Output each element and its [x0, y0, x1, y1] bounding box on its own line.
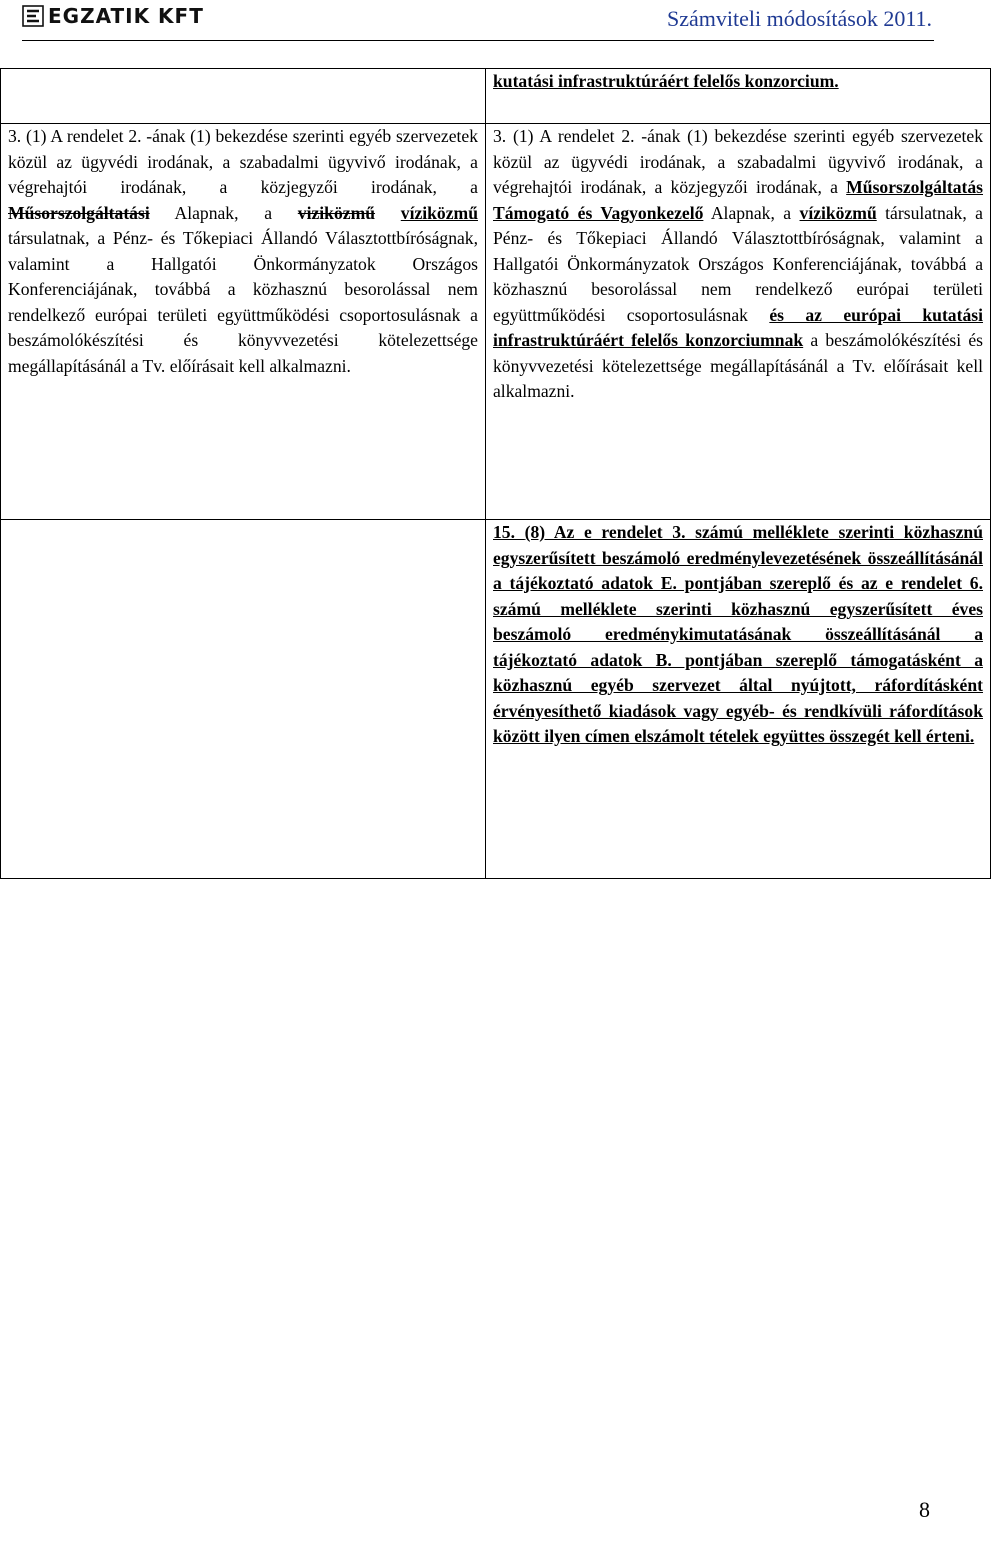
text-segment: 3. (1) A rendelet 2. -ának (1) bekezdése szerinti egyéb szervezetek közül az ügyvédi irodának, a szabadalmi ügyvivő irodának, a végrehajtói irodának, a közjegyzői irodának, a [493, 126, 983, 197]
table-row [1, 124, 991, 520]
inserted-text: Műsorszolgáltatás Támogató és Vagyonkezelő [493, 177, 983, 223]
old-paragraph [8, 124, 478, 379]
inserted-text: és az európai kutatási infrastruktúráért felelős konzorciumnak [493, 304, 983, 350]
inserted-text: víziközmű [799, 202, 877, 223]
company-logo [22, 4, 204, 28]
page-number: 8 [919, 1497, 930, 1522]
old-text-cell [1, 124, 486, 520]
section-number: 15. [493, 522, 515, 542]
text-segment: társulatnak, a Pénz- és Tőkepiaci Állandó Választottbíróságnak, valamint a Hallgatói Önkormányzatok Országos Konferenciájának, továbbá a közhasznú besorolással nem rendelkező európai területi együttműködési csoportosulásnak [493, 202, 983, 325]
new-section-paragraph [493, 520, 983, 750]
old-text-cell [1, 69, 486, 124]
page-header [0, 0, 960, 44]
text-segment: 3. (1) A rendelet 2. -ának (1) bekezdése szerinti egyéb szervezetek közül az ügyvédi irodának, a szabadalmi ügyvivő irodának, a végrehajtói irodának, a közjegyzői irodának, a [8, 126, 478, 197]
new-text-cell [486, 124, 991, 520]
comparison-table [0, 68, 991, 879]
old-text-cell [1, 520, 486, 879]
text-segment: Alapnak, a [149, 202, 298, 223]
new-text-cell [486, 520, 991, 879]
table-row [1, 520, 991, 879]
header-divider [22, 40, 934, 41]
new-paragraph [493, 124, 983, 405]
text-segment [375, 203, 401, 223]
text-segment: Alapnak, a [703, 202, 800, 223]
deleted-text: Műsorszolgáltatási [8, 202, 150, 223]
new-text-cell [486, 69, 991, 124]
text-segment: társulatnak, a Pénz- és Tőkepiaci Állandó Választottbíróságnak, valamint a Hallgatói Önkormányzatok Országos Konferenciájának, továbbá a közhasznú besorolással nem rendelkező európai területi együttműködési csoportosulásnak a beszámolókészítési és könyvvezetési kötelezettsége megállapításánál a Tv. előírásait kell alkalmazni. [8, 228, 478, 376]
inserted-text: (8) Az e rendelet 3. számú melléklete szerinti közhasznú egyszerűsített beszámoló eredménylevezetésének összeállításánál a tájékoztató adatok E. pontjában szereplő és az e rendelet 6. számú melléklete szerinti közhasznú egyszerűsített éves beszámoló eredménykimutatásának összeállításánál a tájékoztató adatok B. pontjában szereplő támogatásként a közhasznú egyéb szervezet által nyújtott, ráfordításként érvényesíthető kiadások vagy egyéb- és rendkívüli ráfordítások között ilyen címen elszámolt tételek együttes összegét kell érteni. [493, 522, 983, 746]
continued-text: kutatási infrastruktúráért felelős konzorcium. [493, 71, 839, 91]
logo-text: EGZATIK KFT [48, 4, 204, 28]
deleted-text: viziközmű [297, 202, 376, 223]
table-row [1, 69, 991, 124]
inserted-text: víziközmű [400, 202, 478, 223]
page-title: Számviteli módosítások 2011. [667, 6, 932, 31]
stylized-e-logo-icon [22, 5, 44, 27]
text-segment: a beszámolókészítési és könyvvezetési kötelezettsége megállapításánál a Tv. előírásait kell alkalmazni. [493, 330, 983, 401]
